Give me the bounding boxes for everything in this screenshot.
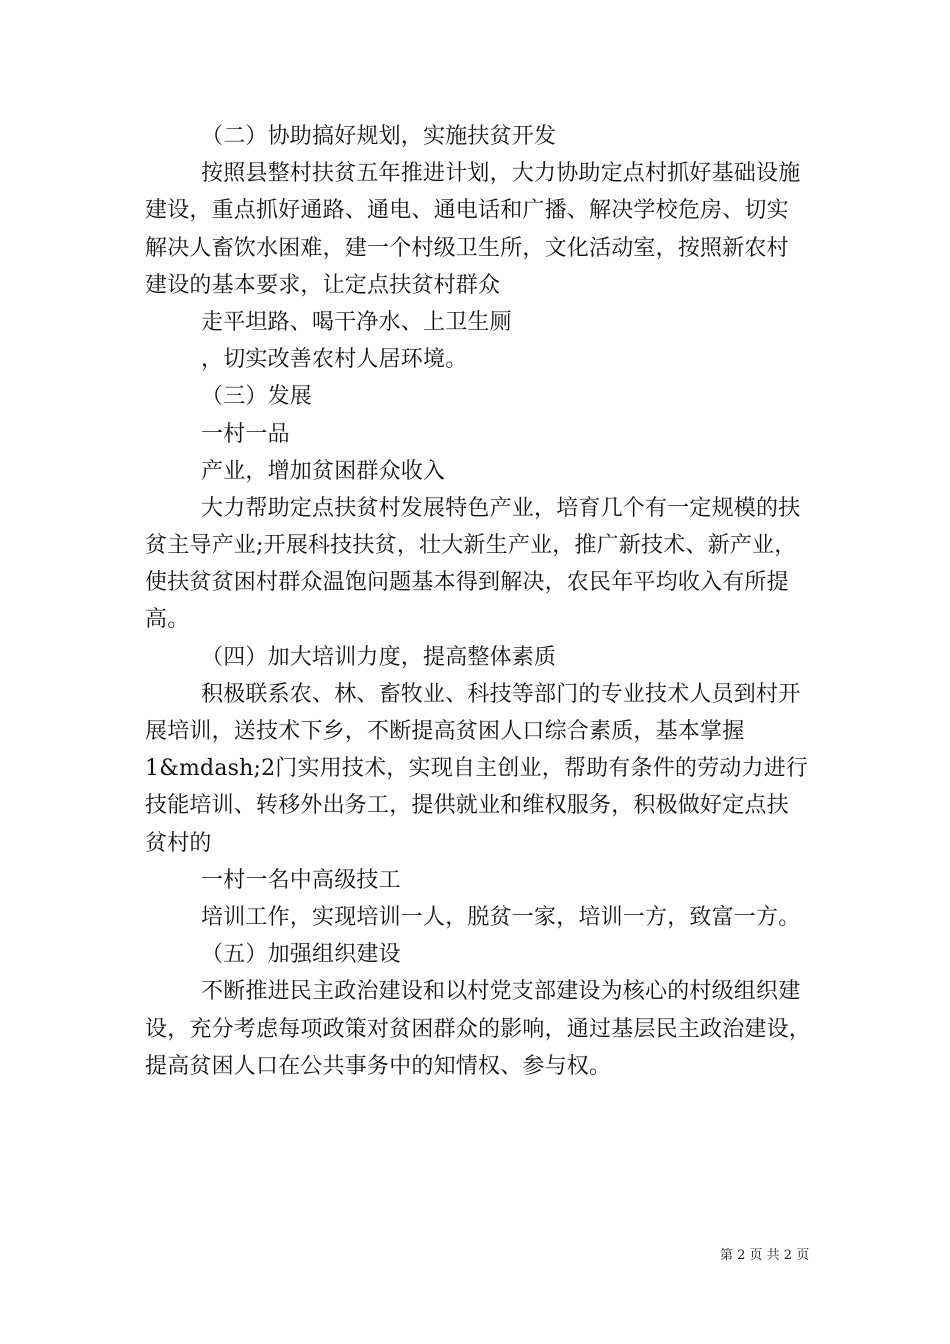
section-heading-3: （三）发展 xyxy=(201,384,313,410)
paragraph-line: 大力帮助定点扶贫村发展特色产业，培育几个有一定规模的扶 xyxy=(201,495,801,521)
paragraph-line: 不断推进民主政治建设和以村党支部建设为核心的村级组织建 xyxy=(201,979,801,1005)
paragraph-line: 产业，增加贫困群众收入 xyxy=(201,458,446,484)
paragraph-line: ，切实改善农村人居环境。 xyxy=(201,347,468,373)
section-heading-2: （二）协助搞好规划，实施扶贫开发 xyxy=(201,124,557,149)
paragraph-line: 培训工作，实现培训一人，脱贫一家，培训一方，致富一方。 xyxy=(201,904,801,930)
paragraph-line: 解决人畜饮水困难，建一个村级卫生所，文化活动室，按照新农村 xyxy=(145,235,789,261)
paragraph-line: 一村一名中高级技工 xyxy=(201,867,401,893)
paragraph-line: 贫村的 xyxy=(145,830,212,856)
paragraph-line: 设，充分考虑每项政策对贫困群众的影响，通过基层民主政治建设， xyxy=(145,1016,812,1042)
paragraph-line: 使扶贫贫困村群众温饱问题基本得到解决，农民年平均收入有所提 xyxy=(145,570,789,596)
paragraph-line: 积极联系农、林、畜牧业、科技等部门的专业技术人员到村开 xyxy=(201,681,801,707)
paragraph-line: 提高贫困人口在公共事务中的知情权、参与权。 xyxy=(145,1053,612,1079)
paragraph-line: 走平坦路、喝干净水、上卫生厕 xyxy=(201,309,512,335)
paragraph-line: 建设，重点抓好通路、通电、通电话和广播、解决学校危房、切实 xyxy=(145,198,789,224)
page-number: 第 2 页 共 2 页 xyxy=(720,1248,810,1263)
paragraph-line: 一村一品 xyxy=(201,421,290,447)
paragraph-line: 展培训，送技术下乡，不断提高贫困人口综合素质，基本掌握 xyxy=(145,719,745,744)
paragraph-line: 建设的基本要求，让定点扶贫村群众 xyxy=(145,272,501,298)
paragraph-line: 贫主导产业;开展科技扶贫，壮大新生产业，推广新技术、新产业， xyxy=(145,533,797,559)
section-heading-4: （四）加大培训力度，提高整体素质 xyxy=(201,644,557,670)
paragraph-line: 技能培训、转移外出务工，提供就业和维权服务，积极做好定点扶 xyxy=(145,793,789,819)
paragraph-line: 高。 xyxy=(145,607,190,633)
paragraph-line: 按照县整村扶贫五年推进计划，大力协助定点村抓好基础设施 xyxy=(201,161,801,187)
document-body xyxy=(145,118,825,1085)
paragraph-line: 1&mdash;2门实用技术，实现自主创业，帮助有条件的劳动力进行 xyxy=(145,756,809,782)
section-heading-5: （五）加强组织建设 xyxy=(201,942,401,968)
